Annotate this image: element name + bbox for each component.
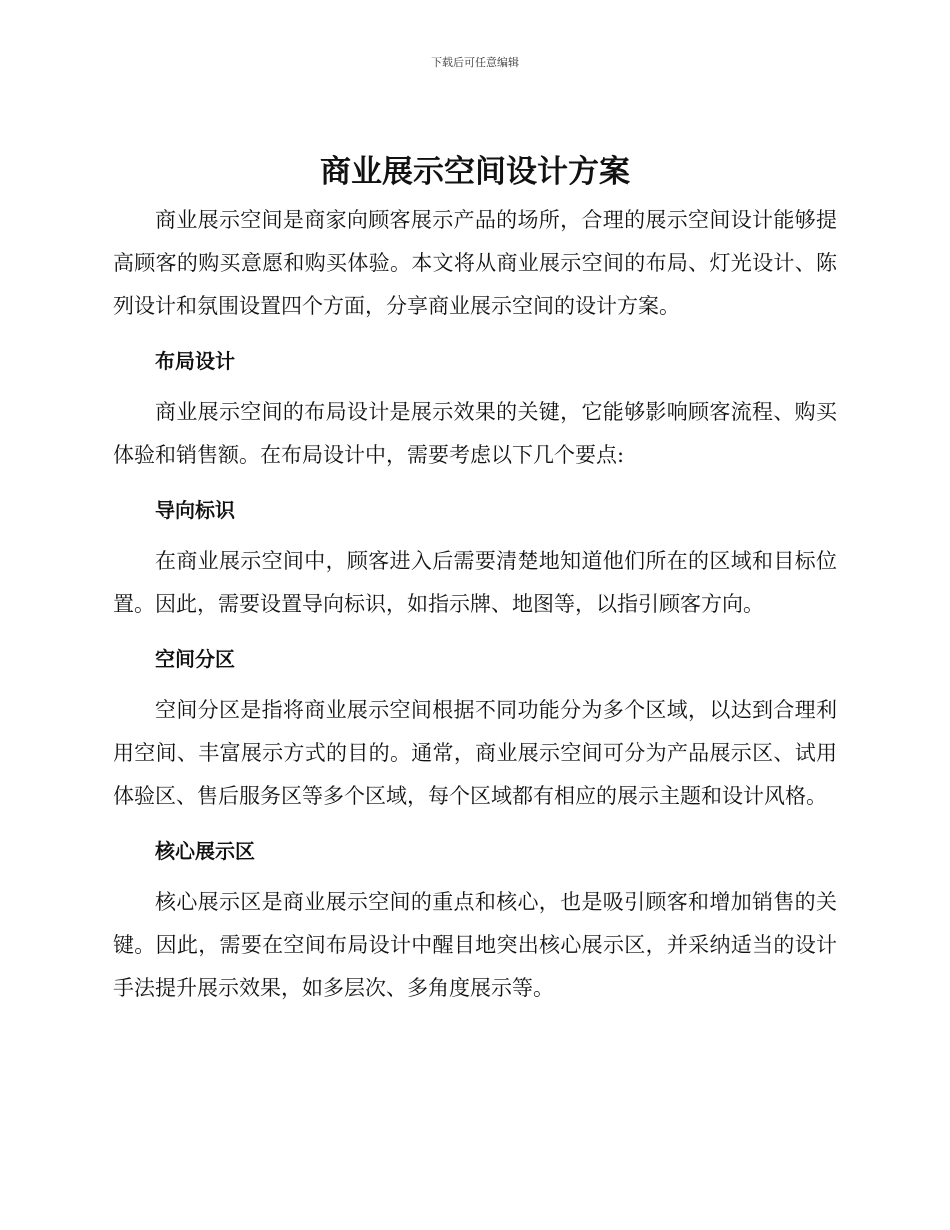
signage-heading: 导向标识: [155, 498, 235, 522]
header-note: 下载后可任意编辑: [431, 56, 519, 69]
core-heading: 核心展示区: [155, 839, 255, 863]
intro-paragraph: 商业展示空间是商家向顾客展示产品的场所，合理的展示空间设计能够提高顾客的购买意愿和购买体验。本文将从商业展示空间的布局、灯光设计、陈列设计和氛围设置四个方面，分享商业展示空间的设计方案。: [113, 208, 837, 318]
document-body: [113, 199, 837, 1010]
document-title: 商业展示空间设计方案: [320, 154, 630, 190]
signage-paragraph: 在商业展示空间中，顾客进入后需要清楚地知道他们所在的区域和目标位置。因此，需要设置导向标识，如指示牌、地图等，以指引顾客方向。: [113, 549, 837, 616]
zoning-heading: 空间分区: [155, 647, 235, 671]
layout-heading: 布局设计: [155, 349, 235, 373]
zoning-paragraph: 空间分区是指将商业展示空间根据不同功能分为多个区域，以达到合理利用空间、丰富展示方式的目的。通常，商业展示空间可分为产品展示区、试用体验区、售后服务区等多个区域，每个区域都有相应的展示主题和设计风格。: [113, 698, 837, 808]
layout-paragraph: 商业展示空间的布局设计是展示效果的关键，它能够影响顾客流程、购买体验和销售额。在布局设计中，需要考虑以下几个要点:: [113, 400, 837, 467]
core-paragraph: 核心展示区是商业展示空间的重点和核心，也是吸引顾客和增加销售的关键。因此，需要在空间布局设计中醒目地突出核心展示区，并采纳适当的设计手法提升展示效果，如多层次、多角度展示等。: [113, 890, 837, 1000]
